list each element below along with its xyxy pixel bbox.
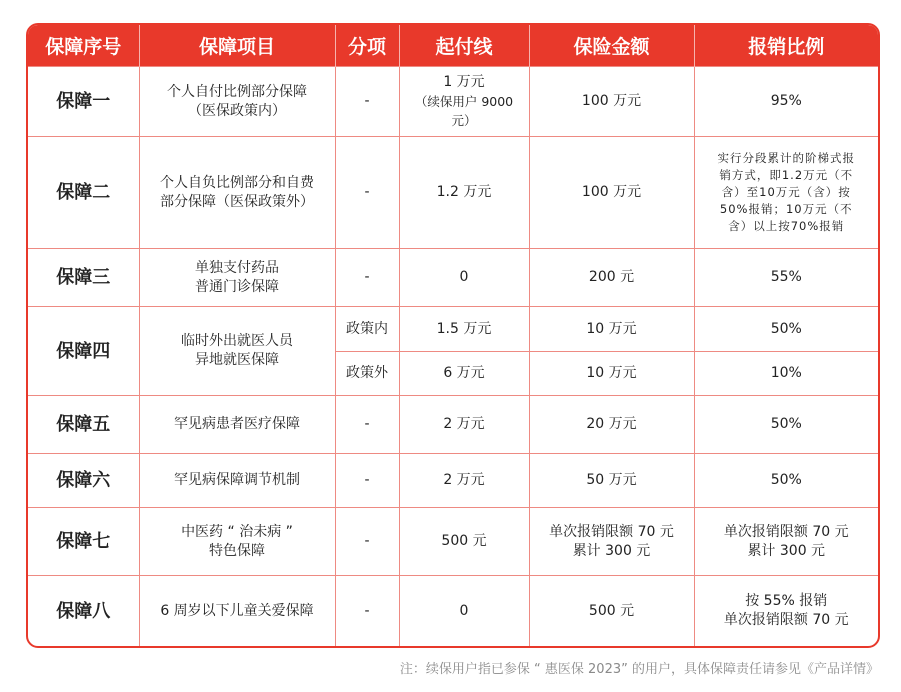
ratio-line: 含）至10万元（含）按 [721, 185, 851, 199]
deductible-line: 0 [459, 269, 469, 285]
row-item [139, 67, 335, 137]
amount-line: 20 万元 [586, 416, 637, 432]
row-amount [529, 454, 694, 508]
row-ratio [694, 67, 878, 137]
deductible-line: 1.2 万元 [436, 184, 492, 200]
table-row [28, 67, 878, 137]
item-line: 异地就医保障 [195, 352, 279, 368]
benefits-table [28, 25, 878, 647]
row-amount [529, 396, 694, 454]
ratio-line: 55% [770, 269, 802, 285]
deductible-line: 1.5 万元 [436, 320, 492, 337]
ratio-line: 50% [770, 472, 802, 488]
amount-line: 500 元 [588, 602, 635, 619]
deductible-line: 1 万元 [443, 74, 485, 90]
row-amount [529, 307, 694, 352]
header-deductible: 起付线 [399, 25, 529, 67]
header-amount: 保险金额 [529, 25, 694, 67]
row-sub: - [335, 576, 399, 647]
row-ratio [694, 508, 878, 576]
amount-line: 100 万元 [581, 93, 642, 109]
row-amount [529, 67, 694, 137]
header-sub: 分项 [335, 25, 399, 67]
row-index: 保障七 [28, 508, 139, 576]
row-sub: - [335, 249, 399, 307]
deductible-line: 500 元 [441, 533, 487, 549]
header-index: 保障序号 [28, 25, 139, 67]
row-ratio [694, 352, 878, 396]
amount-line: 10 万元 [586, 320, 637, 337]
item-line: 个人自负比例部分和自费 [160, 174, 314, 191]
ratio-line: 含）以上按70%报销 [728, 219, 845, 233]
row-item [139, 249, 335, 307]
table-header-row [28, 25, 878, 67]
row-item [139, 396, 335, 454]
row-deductible [399, 576, 529, 647]
row-item [139, 508, 335, 576]
row-deductible [399, 307, 529, 352]
row-deductible [399, 352, 529, 396]
amount-line: 累计 300 元 [572, 542, 651, 559]
amount-line: 单次报销限额 70 元 [549, 523, 674, 540]
table-row [28, 249, 878, 307]
item-line: 部分保障（医保政策外） [160, 193, 314, 210]
row-item [139, 137, 335, 249]
row-index: 保障四 [28, 307, 139, 396]
row-sub: - [335, 396, 399, 454]
row-index: 保障八 [28, 576, 139, 647]
ratio-line: 单次报销限额 70 元 [723, 523, 849, 540]
ratio-line: 累计 300 元 [747, 542, 826, 559]
row-amount [529, 352, 694, 396]
row-index: 保障三 [28, 249, 139, 307]
row-ratio [694, 307, 878, 352]
header-ratio: 报销比例 [694, 25, 878, 67]
item-line: 6 周岁以下儿童关爱保障 [160, 602, 314, 619]
table-row [28, 307, 878, 352]
row-ratio [694, 576, 878, 647]
ratio-line: 50% [770, 320, 802, 337]
table-row [28, 508, 878, 576]
row-index: 保障一 [28, 67, 139, 137]
item-line: 单独支付药品 [195, 259, 279, 276]
item-line: 特色保障 [209, 542, 265, 559]
ratio-line: 实行分段累计的阶梯式报 [717, 151, 855, 165]
item-line: 罕见病保障调节机制 [174, 472, 300, 488]
item-line: 罕见病患者医疗保障 [174, 416, 300, 432]
row-ratio [694, 137, 878, 249]
row-sub: - [335, 508, 399, 576]
row-sub: 政策外 [335, 352, 399, 396]
deductible-line: 2 万元 [443, 472, 485, 488]
table-row [28, 137, 878, 249]
row-sub: - [335, 67, 399, 137]
row-index: 保障六 [28, 454, 139, 508]
row-amount [529, 249, 694, 307]
ratio-line: 10% [770, 365, 802, 381]
row-item [139, 576, 335, 647]
item-line: 中医药 “ 治未病 ” [181, 523, 293, 540]
row-deductible [399, 249, 529, 307]
table-row [28, 576, 878, 647]
amount-line: 100 万元 [581, 184, 642, 200]
row-ratio [694, 249, 878, 307]
ratio-line: 95% [770, 93, 802, 109]
row-deductible [399, 454, 529, 508]
row-deductible [399, 67, 529, 137]
footnote: 注：续保用户指已参保 “ 惠医保 2023” 的用户，具体保障责任请参见《产品详情》 [399, 662, 879, 677]
row-ratio [694, 454, 878, 508]
item-line: 临时外出就医人员 [181, 333, 293, 349]
deductible-line: 6 万元 [443, 365, 485, 381]
item-line: 个人自付比例部分保障 [167, 83, 307, 100]
row-sub: 政策内 [335, 307, 399, 352]
deductible-line: 0 [459, 602, 469, 619]
row-amount [529, 576, 694, 647]
row-deductible [399, 508, 529, 576]
deductible-line: （续保用户 9000 元） [414, 94, 514, 128]
header-item: 保障项目 [139, 25, 335, 67]
row-item [139, 307, 335, 396]
row-index: 保障二 [28, 137, 139, 249]
ratio-line: 单次报销限额 70 元 [723, 612, 849, 629]
amount-line: 200 元 [588, 269, 635, 285]
ratio-line: 50% [770, 416, 802, 432]
row-sub: - [335, 454, 399, 508]
table-row [28, 454, 878, 508]
row-sub: - [335, 137, 399, 249]
row-ratio [694, 396, 878, 454]
item-line: 普通门诊保障 [195, 278, 279, 295]
benefits-table-frame [26, 23, 880, 648]
row-item [139, 454, 335, 508]
row-amount [529, 508, 694, 576]
row-deductible [399, 396, 529, 454]
table-row [28, 396, 878, 454]
row-deductible [399, 137, 529, 249]
row-index: 保障五 [28, 396, 139, 454]
amount-line: 10 万元 [586, 365, 637, 381]
ratio-line: 销方式，即1.2万元（不 [719, 168, 854, 182]
deductible-line: 2 万元 [443, 416, 485, 432]
amount-line: 50 万元 [586, 472, 637, 488]
ratio-line: 按 55% 报销 [745, 593, 828, 610]
item-line: （医保政策内） [188, 102, 286, 119]
row-amount [529, 137, 694, 249]
ratio-line: 50%报销；10万元（不 [719, 202, 853, 216]
